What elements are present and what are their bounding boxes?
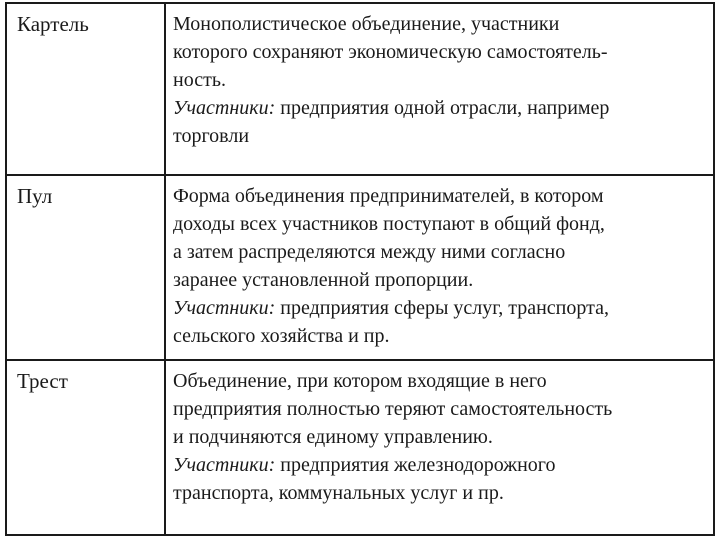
definition-line: Форма объединения предпринимателей, в котором bbox=[173, 185, 604, 207]
participants-line bbox=[173, 294, 705, 322]
definition-line: и подчиняются единому управлению. bbox=[173, 426, 493, 448]
participants-line bbox=[173, 451, 705, 479]
term-cell: Трест bbox=[17, 369, 68, 393]
definition-line: Объединение, при котором входящие в него bbox=[173, 370, 547, 392]
definition-line: предприятия полностью теряют самостоятельность bbox=[173, 398, 613, 420]
definition-cell bbox=[173, 367, 705, 507]
participants-label: Участники: bbox=[173, 297, 276, 319]
definitions-table bbox=[5, 2, 715, 536]
participants-line: транспорта, коммунальных услуг и пр. bbox=[173, 482, 504, 504]
participants-label: Участники: bbox=[173, 97, 276, 119]
participants-text: предприятия железнодорожного bbox=[275, 454, 556, 476]
table-row-cartel bbox=[7, 4, 713, 174]
participants-line: сельского хозяйства и пр. bbox=[173, 325, 390, 347]
definition-line: Монополистическое объединение, участники bbox=[173, 13, 560, 35]
definition-cell bbox=[173, 10, 705, 150]
term-cell: Картель bbox=[17, 12, 89, 36]
term-cell: Пул bbox=[17, 184, 53, 208]
table-row-trust bbox=[7, 359, 713, 534]
table-row-pool bbox=[7, 174, 713, 359]
definition-line: заранее установленной пропорции. bbox=[173, 269, 474, 291]
definition-line: а затем распределяются между ними согласно bbox=[173, 241, 566, 263]
participants-line: торговли bbox=[173, 125, 250, 147]
definition-cell bbox=[173, 182, 705, 350]
definition-line: ность. bbox=[173, 69, 226, 91]
participants-text: предприятия одной отрасли, например bbox=[275, 97, 610, 119]
definition-line: доходы всех участников поступают в общий фонд, bbox=[173, 213, 605, 235]
definition-line: которого сохраняют экономическую самостоятель- bbox=[173, 41, 608, 63]
participants-text: предприятия сферы услуг, транспорта, bbox=[275, 297, 609, 319]
participants-line bbox=[173, 94, 705, 122]
participants-label: Участники: bbox=[173, 454, 276, 476]
